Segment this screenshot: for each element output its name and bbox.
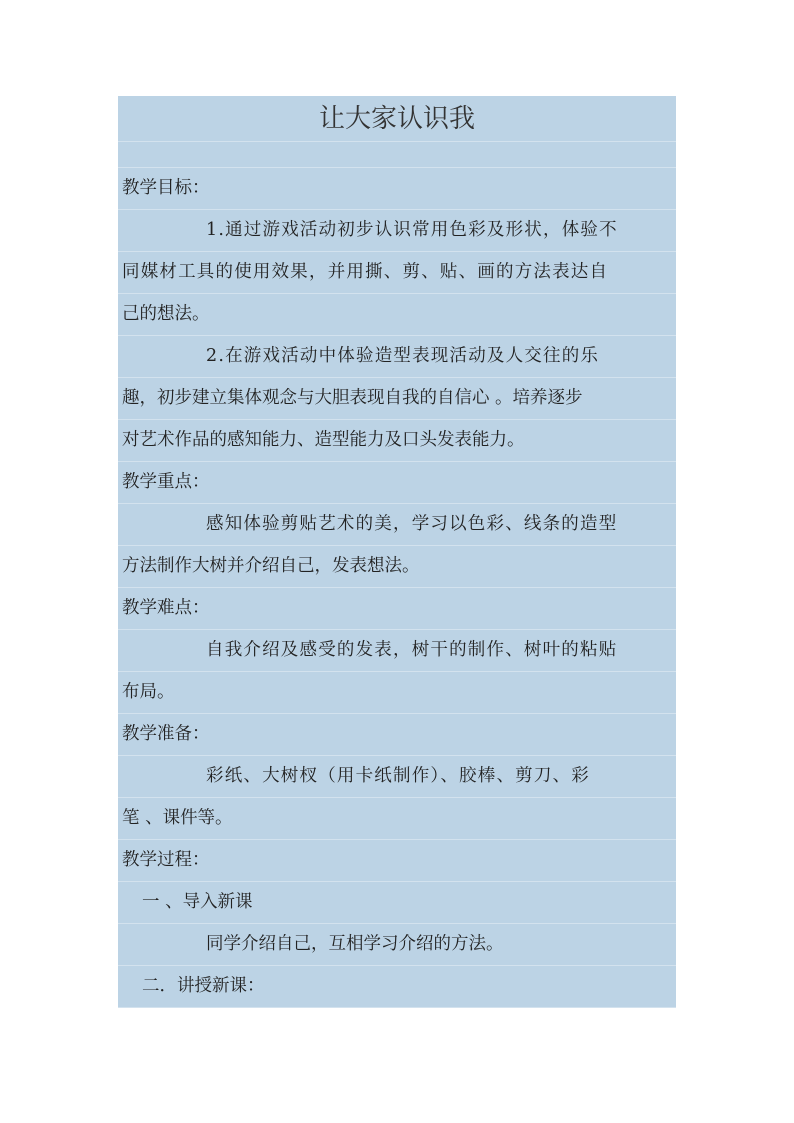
document-title: 让大家认识我 [118, 96, 676, 142]
heading-preparation: 教学准备： [118, 714, 676, 756]
process-step-2: 二．讲授新课： [118, 966, 676, 1008]
heading-process: 教学过程： [118, 840, 676, 882]
preparation-line-2: 笔 、课件等。 [118, 798, 676, 840]
difficulties-line-2: 布局。 [118, 672, 676, 714]
lesson-plan-document [118, 96, 676, 1008]
objective-2-line-2: 趣，初步建立集体观念与大胆表现自我的自信心 。培养逐步 [118, 378, 676, 420]
preparation-line-1: 彩纸、大树杈（用卡纸制作）、胶棒、剪刀、彩 [118, 756, 676, 798]
blank-line [118, 142, 676, 168]
heading-difficulties: 教学难点： [118, 588, 676, 630]
process-step-1-detail: 同学介绍自己，互相学习介绍的方法。 [118, 924, 676, 966]
process-step-1: 一 、导入新课 [118, 882, 676, 924]
objective-2-line-1: 2.在游戏活动中体验造型表现活动及人交往的乐 [118, 336, 676, 378]
key-points-line-2: 方法制作大树并介绍自己，发表想法。 [118, 546, 676, 588]
heading-teaching-objectives: 教学目标： [118, 168, 676, 210]
heading-key-points: 教学重点： [118, 462, 676, 504]
objective-1-line-3: 己的想法。 [118, 294, 676, 336]
key-points-line-1: 感知体验剪贴艺术的美，学习以色彩、线条的造型 [118, 504, 676, 546]
objective-1-line-2: 同媒材工具的使用效果，并用撕、剪、贴、画的方法表达自 [118, 252, 676, 294]
objective-2-line-3: 对艺术作品的感知能力、造型能力及口头发表能力。 [118, 420, 676, 462]
difficulties-line-1: 自我介绍及感受的发表，树干的制作、树叶的粘贴 [118, 630, 676, 672]
objective-1-line-1: 1.通过游戏活动初步认识常用色彩及形状，体验不 [118, 210, 676, 252]
